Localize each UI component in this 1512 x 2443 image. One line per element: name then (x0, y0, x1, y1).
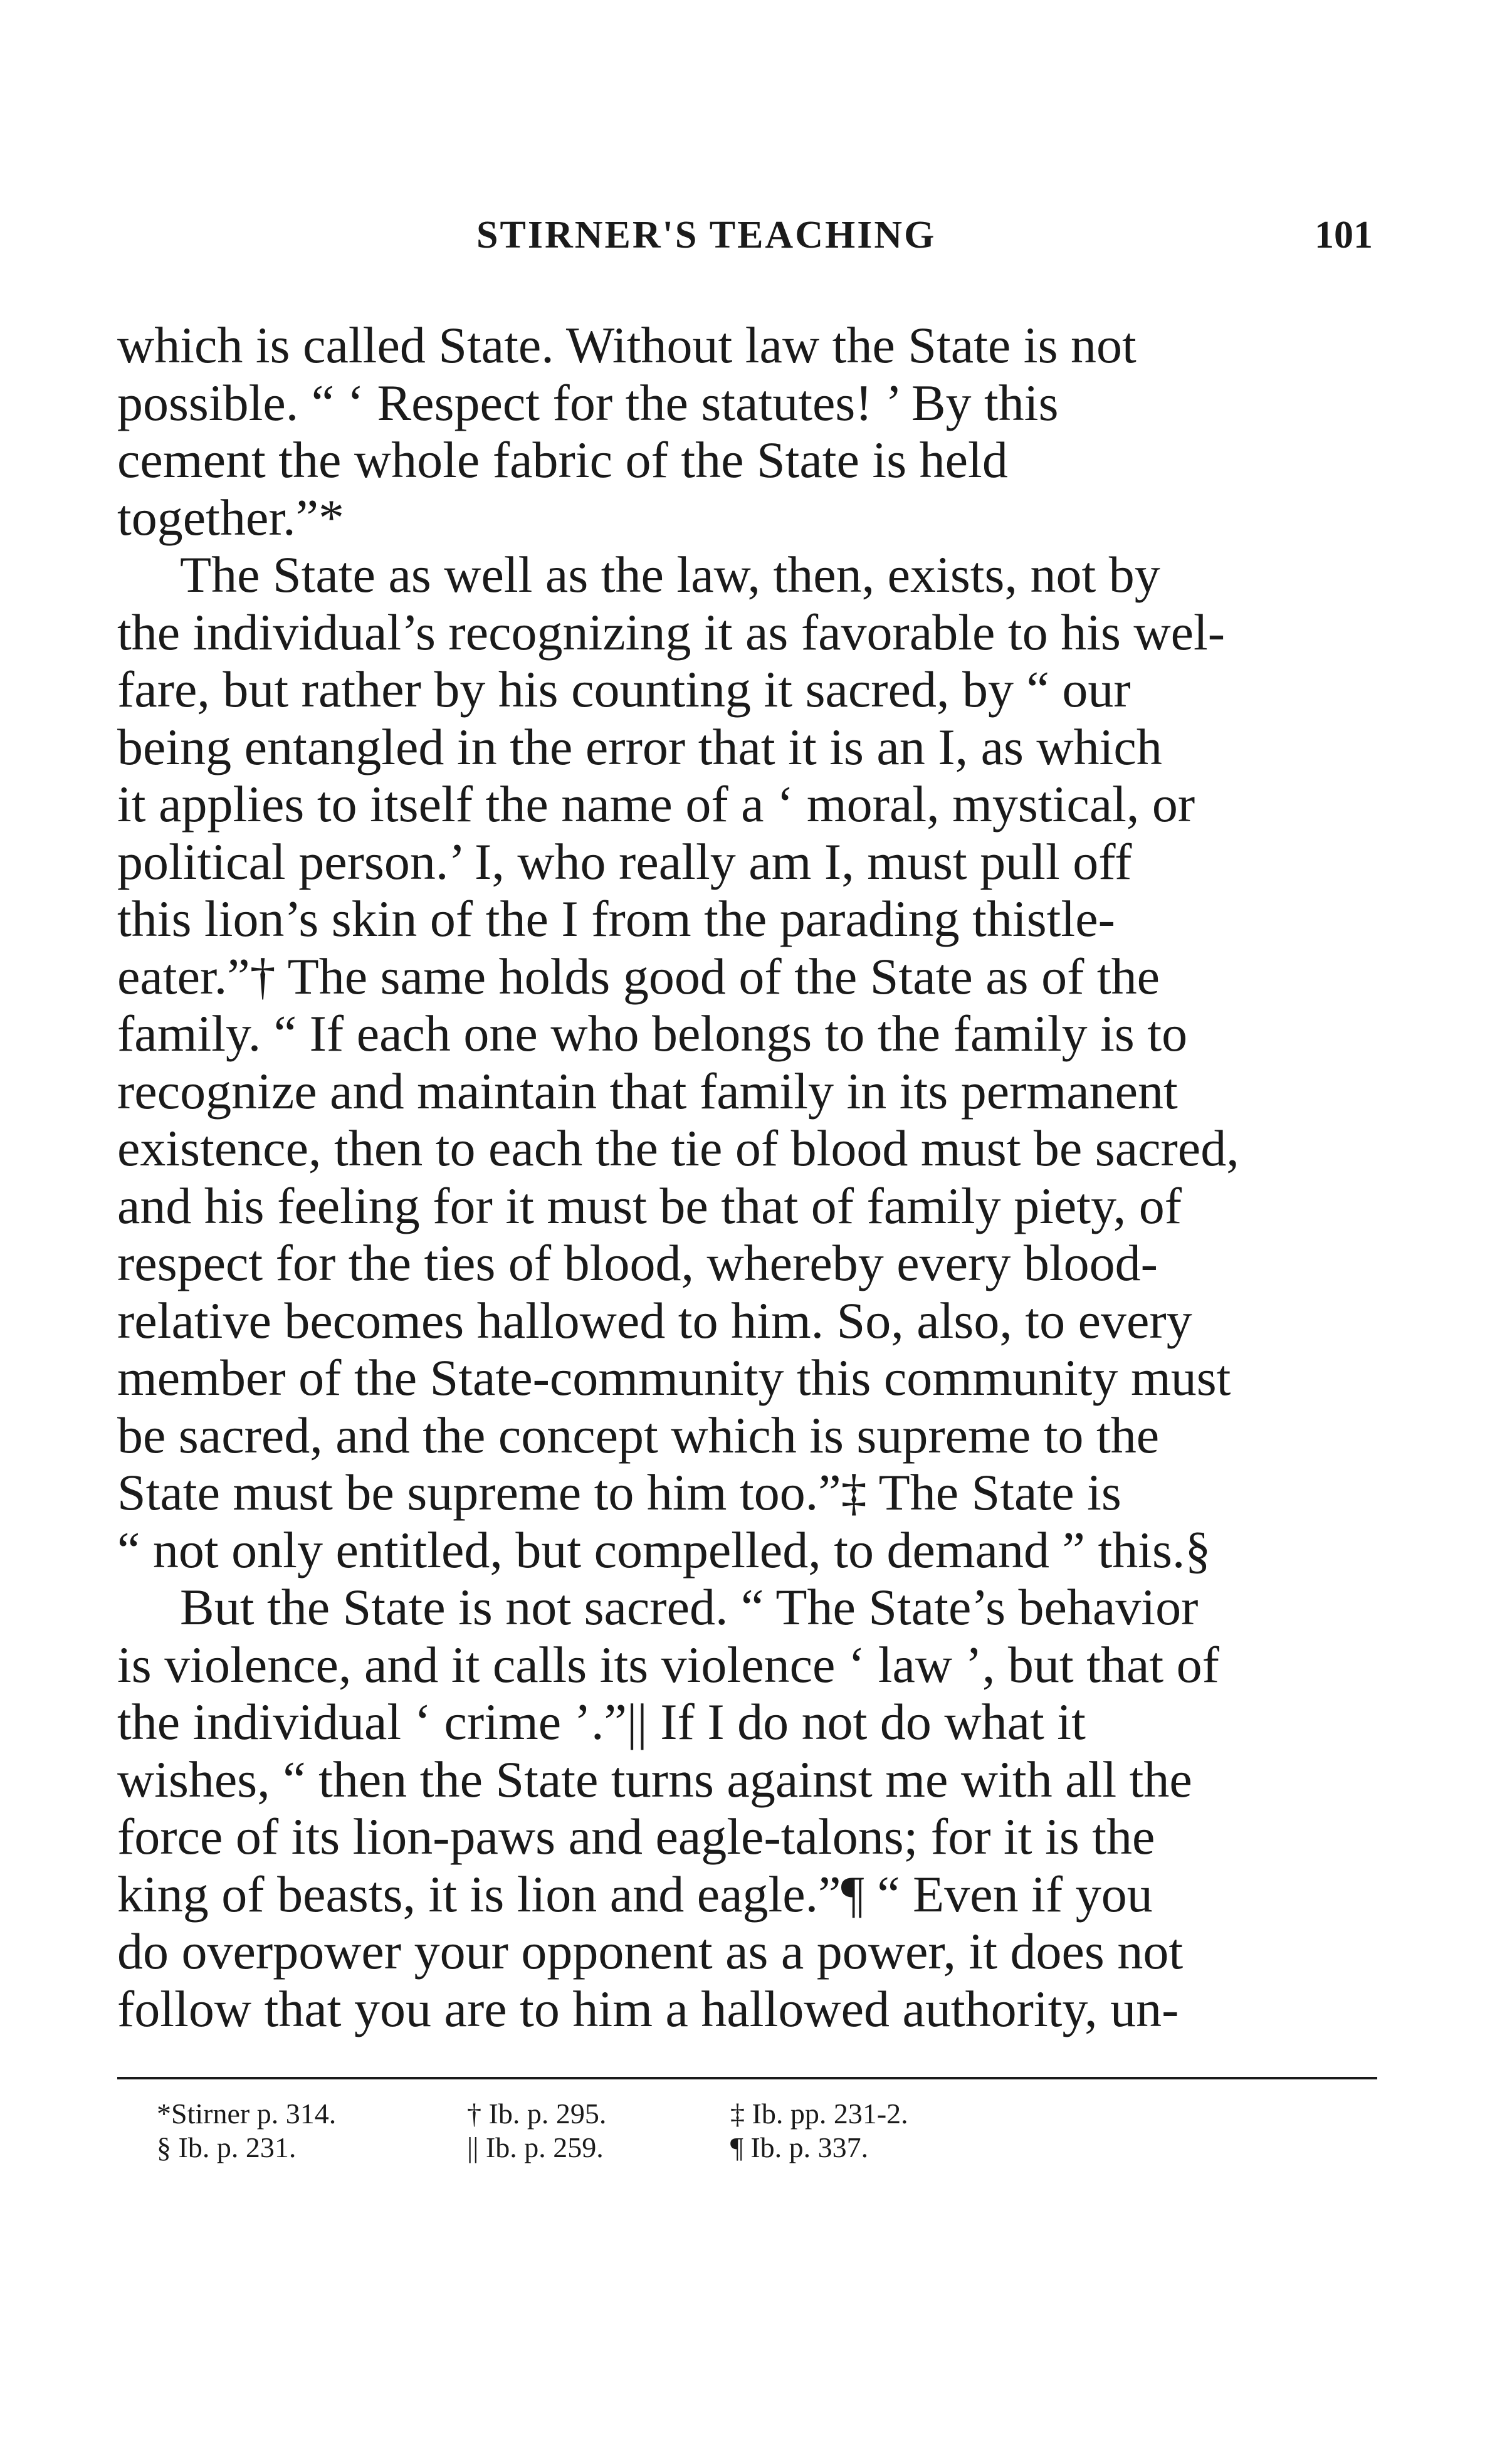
text-line: which is called State. Without law the State is not (117, 317, 1137, 374)
footnote-item: ¶ Ib. p. 337. (730, 2131, 869, 2163)
footnote-item: *Stirner p. 314. (157, 2098, 337, 2130)
text-line: “ not only entitled, but compelled, to demand ” this.§ (117, 1521, 1211, 1579)
text-line: together.”* (117, 488, 345, 546)
text-line: this lion’s skin of the I from the parading thistle- (117, 890, 1115, 947)
footnote-item: ‡ Ib. pp. 231-2. (730, 2098, 908, 2130)
body-text (117, 317, 1377, 2037)
text-line: is violence, and it calls its violence ‘ law ’, but that of (117, 1636, 1219, 1693)
text-line: and his feeling for it must be that of family piety, of (117, 1177, 1182, 1234)
page-number: 101 (1315, 214, 1373, 256)
text-line: cement the whole fabric of the State is held (117, 431, 1008, 488)
text-line: recognize and maintain that family in its permanent (117, 1062, 1178, 1120)
text-line: existence, then to each the tie of blood must be sacred, (117, 1120, 1239, 1177)
text-line: respect for the ties of blood, whereby every blood- (117, 1234, 1158, 1291)
text-line: political person.’ I, who really am I, must pull off (117, 833, 1132, 890)
text-line: But the State is not sacred. “ The State’s behavior (180, 1579, 1199, 1636)
text-line: The State as well as the law, then, exists, not by (180, 546, 1160, 603)
text-line: family. “ If each one who belongs to the family is to (117, 1005, 1188, 1062)
text-line: relative becomes hallowed to him. So, also, to every (117, 1291, 1192, 1349)
text-line: follow that you are to him a hallowed authority, un- (117, 1980, 1179, 2037)
text-line: the individual ‘ crime ’.”|| If I do not do what it (117, 1693, 1086, 1750)
footnote-divider (117, 2077, 1377, 2079)
footnote-row (157, 2131, 1348, 2165)
text-line: wishes, “ then the State turns against me with all the (117, 1750, 1192, 1808)
text-line: fare, but rather by his counting it sacred, by “ our (117, 661, 1131, 718)
text-line: it applies to itself the name of a ‘ moral, mystical, or (117, 775, 1195, 833)
running-head (0, 213, 1512, 270)
footnote-item: † Ib. p. 295. (467, 2098, 607, 2130)
footnote-row (157, 2097, 1348, 2131)
footnotes (157, 2097, 1348, 2165)
text-line: force of its lion-paws and eagle-talons; for it is the (117, 1808, 1155, 1865)
text-line: king of beasts, it is lion and eagle.”¶ “ Even if you (117, 1865, 1153, 1923)
text-line: eater.”† The same holds good of the State as of the (117, 947, 1160, 1005)
running-title: STIRNER'S TEACHING (476, 214, 937, 256)
text-line: possible. “ ‘ Respect for the statutes! ’ By this (117, 374, 1059, 431)
text-line: being entangled in the error that it is an I, as which (117, 718, 1162, 775)
text-line: member of the State-community this community must (117, 1349, 1231, 1406)
footnote-item: || Ib. p. 259. (467, 2131, 604, 2163)
text-line: State must be supreme to him too.”‡ The State is (117, 1464, 1121, 1521)
text-line: the individual’s recognizing it as favorable to his wel- (117, 603, 1226, 661)
footnote-item: § Ib. p. 231. (157, 2131, 297, 2163)
text-line: do overpower your opponent as a power, it does not (117, 1923, 1184, 1980)
text-line: be sacred, and the concept which is supreme to the (117, 1406, 1160, 1464)
